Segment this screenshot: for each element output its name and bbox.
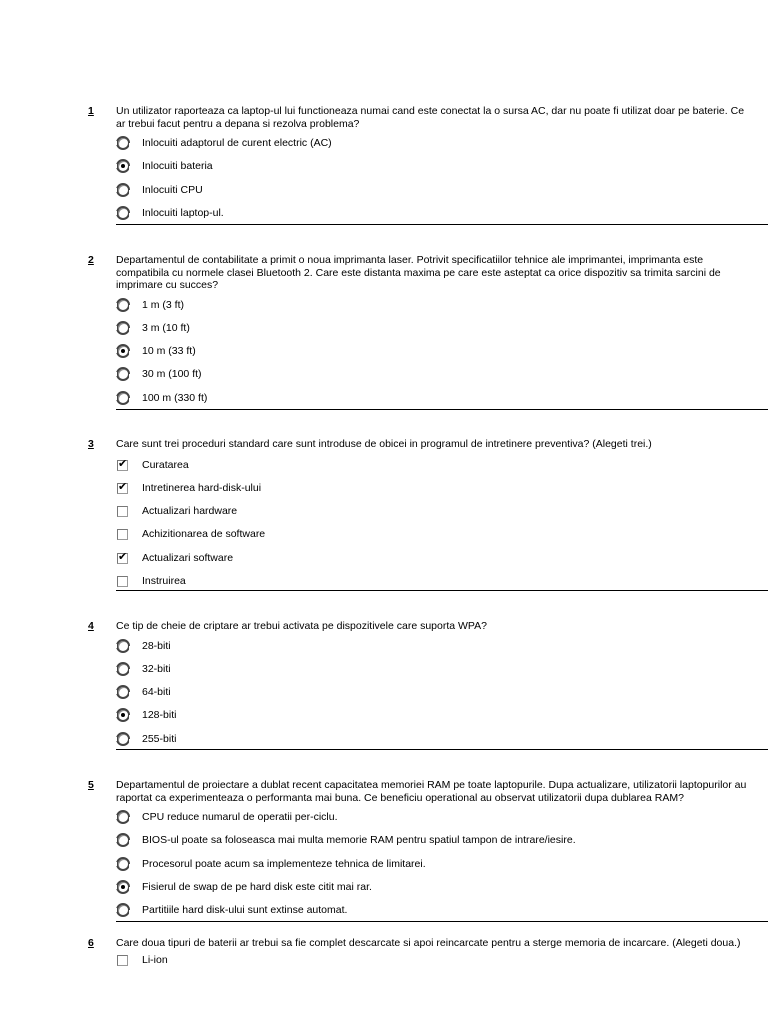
radio-button[interactable] [116, 639, 130, 653]
checkbox[interactable] [117, 529, 128, 540]
answer-options [88, 298, 768, 414]
answer-label: Actualizari hardware [142, 505, 238, 518]
question-number: 5 [88, 779, 94, 791]
answer-option[interactable] [88, 574, 768, 597]
question-5 [88, 779, 768, 926]
answer-option[interactable] [88, 953, 768, 976]
answer-options [88, 953, 768, 976]
radio-button-selected[interactable] [116, 159, 130, 173]
answer-options [88, 136, 768, 229]
radio-button[interactable] [116, 367, 130, 381]
answer-label: 3 m (10 ft) [142, 321, 190, 334]
answer-label: Intretinerea hard-disk-ului [142, 481, 262, 494]
answer-option[interactable] [88, 662, 768, 685]
radio-button[interactable] [116, 685, 130, 699]
radio-button[interactable] [116, 857, 130, 871]
checkbox-checked[interactable] [117, 479, 128, 494]
checkbox-checked[interactable] [117, 549, 128, 564]
answer-label: CPU reduce numarul de operatii per-ciclu. [142, 811, 338, 823]
answer-label: 32-biti [142, 662, 171, 675]
question-1 [88, 105, 768, 229]
answer-option[interactable] [88, 504, 768, 527]
question-text-line: Ce tip de cheie de criptare ar trebui activata pe dispozitivele care suporta WPA? [116, 620, 487, 632]
answer-label: 128-biti [142, 709, 177, 722]
answer-option[interactable] [88, 321, 768, 344]
answer-option[interactable] [88, 903, 768, 926]
radio-button-selected[interactable] [116, 708, 130, 722]
answer-option[interactable] [88, 183, 768, 206]
radio-button[interactable] [116, 136, 130, 150]
answer-label: 28-biti [142, 639, 171, 652]
answer-label: Actualizari software [142, 551, 234, 564]
question-divider [116, 590, 768, 591]
answer-option[interactable] [88, 206, 768, 229]
question-6 [88, 937, 768, 976]
radio-button-selected[interactable] [116, 344, 130, 358]
question-text-line: Un utilizator raporteaza ca laptop-ul lui functioneaza numai cand este conectat la o sursa AC, dar nu poate fi utilizat doar pe baterie. Ce [116, 105, 745, 117]
answer-label: Inlocuiti laptop-ul. [142, 206, 224, 219]
answer-label: 64-biti [142, 686, 171, 699]
question-divider [116, 921, 768, 922]
question-header [88, 105, 768, 130]
question-header [88, 937, 768, 950]
answer-option[interactable] [88, 685, 768, 708]
radio-button[interactable] [116, 662, 130, 676]
answer-option[interactable] [88, 857, 768, 880]
radio-button[interactable] [116, 833, 130, 847]
answer-label: 30 m (100 ft) [142, 368, 202, 381]
question-header [88, 438, 768, 451]
question-text-line: Care doua tipuri de baterii ar trebui sa fie complet descarcate si apoi reincarcate pentru a sterge memoria de incarcare. (Alegeti doua.) [116, 937, 741, 949]
answer-option[interactable] [88, 481, 768, 504]
answer-label: Inlocuiti bateria [142, 160, 213, 173]
radio-button[interactable] [116, 321, 130, 335]
answer-label: Li-ion [142, 953, 168, 966]
answer-option[interactable] [88, 810, 768, 833]
question-text-line: raportat ca experimenteaza o performanta mai buna. Ce beneficiu operational au observat utilizatorii dupa dublarea RAM? [116, 791, 684, 804]
question-text-line: Care sunt trei proceduri standard care sunt introduse de obicei in programul de intretinere preventiva? (Alegeti trei.) [116, 438, 652, 450]
question-number: 3 [88, 438, 94, 450]
question-divider [116, 224, 768, 225]
answer-label: Curatarea [142, 458, 189, 471]
answer-label: 10 m (33 ft) [142, 345, 196, 358]
checkbox[interactable] [117, 506, 128, 517]
question-divider [116, 409, 768, 410]
question-number: 2 [88, 254, 94, 266]
checkbox-checked[interactable] [117, 456, 128, 471]
question-2 [88, 254, 768, 414]
radio-button[interactable] [116, 391, 130, 405]
checkmark-icon: ✔ [118, 456, 128, 470]
answer-label: Fisierul de swap de pe hard disk este citit mai rar. [142, 880, 372, 893]
question-3 [88, 438, 768, 597]
answer-option[interactable] [88, 551, 768, 574]
question-4 [88, 620, 768, 755]
answer-label: Procesorul poate acum sa implementeze tehnica de limitarei. [142, 857, 426, 870]
answer-option[interactable] [88, 458, 768, 481]
answer-option[interactable] [88, 391, 768, 414]
answer-option[interactable] [88, 708, 768, 731]
radio-button-selected[interactable] [116, 880, 130, 894]
question-header [88, 620, 768, 633]
question-text-line: Departamentul de contabilitate a primit o noua imprimanta laser. Potrivit specificatiilor tehnice ale imprimantei, imprimanta este [116, 254, 704, 266]
answer-option[interactable] [88, 344, 768, 367]
answer-options [88, 458, 768, 598]
radio-button[interactable] [116, 206, 130, 220]
checkmark-icon: ✔ [118, 479, 128, 493]
question-number: 1 [88, 105, 94, 117]
answer-label: 255-biti [142, 732, 177, 745]
question-divider [116, 749, 768, 750]
answer-option[interactable] [88, 159, 768, 182]
answer-label: Achizitionarea de software [142, 528, 266, 541]
checkbox[interactable] [117, 576, 128, 587]
answer-label: 100 m (330 ft) [142, 391, 208, 404]
answer-option[interactable] [88, 880, 768, 903]
question-text-line: Departamentul de proiectare a dublat recent capacitatea memoriei RAM pe toate laptopurile. Dupa actualizare, utilizatorii laptopurilor au [116, 779, 747, 791]
question-text-line: imprimare cu succes? [116, 279, 219, 291]
question-header [88, 254, 768, 292]
answer-option[interactable] [88, 136, 768, 159]
question-text-line: ar trebui facut pentru a depana si rezolva problema? [116, 117, 360, 130]
answer-options [88, 810, 768, 926]
question-number: 4 [88, 620, 94, 632]
answer-label: Partitiile hard disk-ului sunt extinse automat. [142, 904, 348, 917]
answer-option[interactable] [88, 367, 768, 390]
answer-option[interactable] [88, 298, 768, 321]
answer-option[interactable] [88, 527, 768, 550]
radio-button[interactable] [116, 903, 130, 917]
radio-button[interactable] [116, 732, 130, 746]
answer-label: Inlocuiti adaptorul de curent electric (AC) [142, 137, 332, 149]
question-text-line: compatibila cu normele clasei Bluetooth 2. Care este distanta maxima pe care este asteptat ca orice dispozitiv sa trimita sarcini de [116, 266, 721, 279]
checkmark-icon: ✔ [118, 549, 128, 563]
answer-label: Inlocuiti CPU [142, 183, 203, 196]
radio-button[interactable] [116, 183, 130, 197]
answer-label: 1 m (3 ft) [142, 298, 185, 311]
answer-option[interactable] [88, 732, 768, 755]
answer-option[interactable] [88, 639, 768, 662]
radio-button[interactable] [116, 298, 130, 312]
answer-label: Instruirea [142, 574, 186, 587]
question-header [88, 779, 768, 804]
answer-option[interactable] [88, 833, 768, 856]
answer-options [88, 639, 768, 755]
question-number: 6 [88, 937, 94, 949]
answer-label: BIOS-ul poate sa foloseasca mai multa memorie RAM pentru spatiul tampon de intrare/iesire. [142, 834, 576, 847]
radio-button[interactable] [116, 810, 130, 824]
checkbox[interactable] [117, 955, 128, 966]
